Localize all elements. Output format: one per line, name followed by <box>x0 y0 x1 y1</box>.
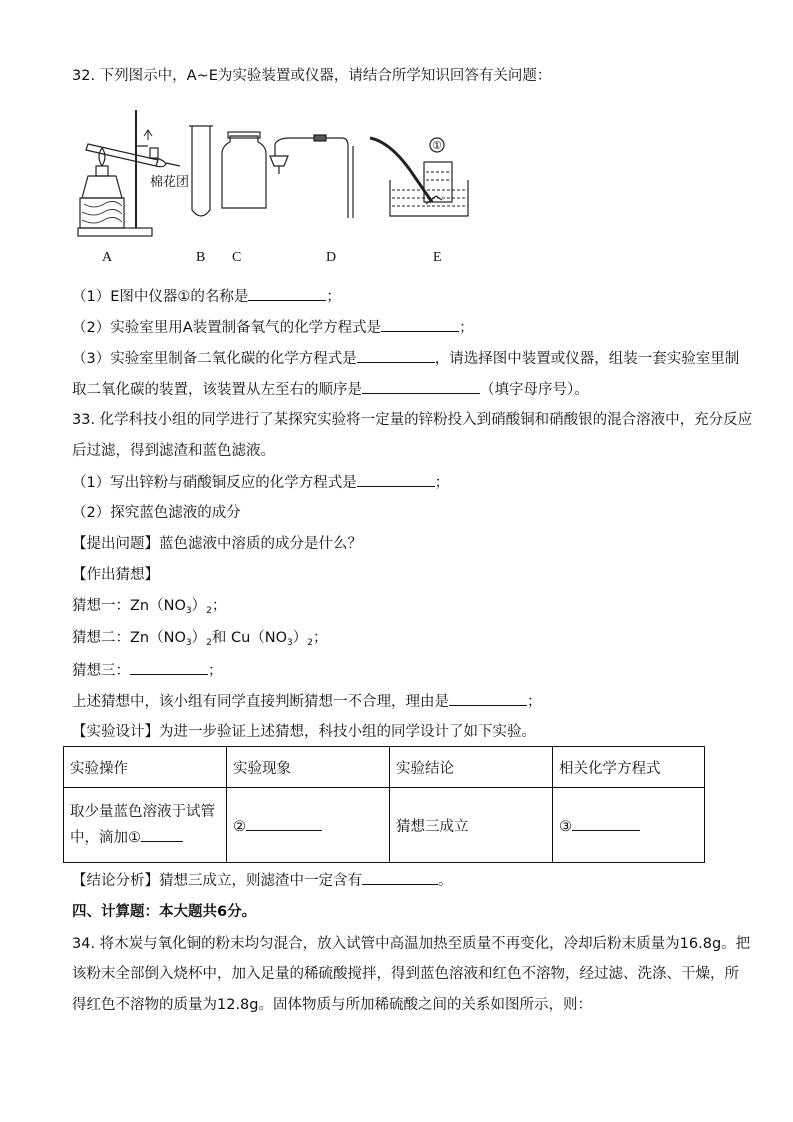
circle-label: ① <box>432 139 442 152</box>
answer-blank[interactable] <box>357 472 435 487</box>
cotton-label: 棉花团 <box>150 175 190 190</box>
q33-guess2: 猜想二：$Zn(NO_3)_2$和 $Cu(NO_3)_2$； <box>72 630 328 648</box>
section-heading: 四、计算题：本大题共6分。 <box>72 904 257 920</box>
table-cell-conclusion: 猜想三成立 <box>390 788 553 863</box>
q33-guess-title: 【作出猜想】 <box>72 567 159 583</box>
q33-part1: （1）写出锌粉与硝酸铜反应的化学方程式是 ； <box>72 472 449 493</box>
label-b: B <box>196 250 206 265</box>
q32-stem: 32. 下列图示中，A~E为实验装置或仪器，请结合所学知识回答有关问题： <box>72 68 552 84</box>
q33-guess3: 猜想三： ； <box>72 660 223 681</box>
q34-line1: 34. 将木炭与氧化铜的粉末均匀混合，放入试管中高温加热至质量不再变化，冷却后粉末质量为16.8g。把 <box>72 936 751 952</box>
stand-base <box>78 228 152 236</box>
label-d: D <box>326 250 337 265</box>
answer-blank[interactable] <box>381 317 459 332</box>
answer-blank[interactable] <box>449 691 527 706</box>
table-cell-equation: ③ <box>553 788 705 863</box>
answer-blank[interactable] <box>141 827 183 842</box>
table-header: 相关化学方程式 <box>553 747 705 788</box>
table-row <box>64 788 705 863</box>
label-e: E <box>433 250 442 265</box>
answer-blank[interactable] <box>246 816 322 831</box>
answer-blank[interactable] <box>130 660 208 675</box>
experiment-table <box>63 746 705 863</box>
answer-blank[interactable] <box>572 816 640 831</box>
q33-part2: （2）探究蓝色滤液的成分 <box>72 505 241 521</box>
label-a: A <box>102 250 113 265</box>
q32-part1: （1）E图中仪器①的名称是 ； <box>72 286 341 307</box>
q33-judge: 上述猜想中，该小组有同学直接判断猜想一不合理，理由是 ； <box>72 691 542 712</box>
q34-line3: 得红色不溶物的质量为12.8g。固体物质与所加稀硫酸之间的关系如图所示，则： <box>72 997 592 1013</box>
q32-part3-line2: 取二氧化碳的装置，该装置从左至右的顺序是 （填字母序号）。 <box>72 379 589 400</box>
q33-design: 【实验设计】为进一步验证上述猜想，科技小组的同学设计了如下实验。 <box>72 724 536 740</box>
table-header: 实验操作 <box>64 747 227 788</box>
apparatus-figure <box>70 100 490 270</box>
q34-line2: 该粉末全部倒入烧杯中，加入足量的稀硫酸搅拌，得到蓝色溶液和红色不溶物，经过滤、洗涤、干燥，所 <box>72 966 739 982</box>
label-c: C <box>232 250 242 265</box>
q33-stem-line1: 33. 化学科技小组的同学进行了某探究实验将一定量的锌粉投入到硝酸铜和硝酸银的混合溶液中，充分反应 <box>72 412 753 428</box>
answer-blank[interactable] <box>248 286 326 301</box>
q33-stem-line2: 后过滤，得到滤渣和蓝色滤液。 <box>72 443 275 459</box>
q32-part2: （2）实验室里用A装置制备氧气的化学方程式是 ； <box>72 317 474 338</box>
table-cell-phenomenon: ② <box>227 788 390 863</box>
apparatus-drawing <box>70 100 490 270</box>
table-header: 实验结论 <box>390 747 553 788</box>
answer-blank[interactable] <box>357 348 435 363</box>
table-header: 实验现象 <box>227 747 390 788</box>
q33-question: 【提出问题】蓝色滤液中溶质的成分是什么？ <box>72 536 362 552</box>
answer-blank[interactable] <box>362 379 480 394</box>
table-header-row <box>64 747 705 788</box>
q33-analysis: 【结论分析】猜想三成立，则滤渣中一定含有 。 <box>72 870 453 891</box>
answer-blank[interactable] <box>362 870 438 885</box>
table-cell-operation: 取少量蓝色溶液于试管 中，滴加① <box>64 788 227 863</box>
q32-part3-line1: （3）实验室里制备二氧化碳的化学方程式是 ，请选择图中装置或仪器，组装一套实验室里制 <box>72 348 739 369</box>
q33-guess1: 猜想一：$Zn(NO_3)_2$； <box>72 598 227 616</box>
